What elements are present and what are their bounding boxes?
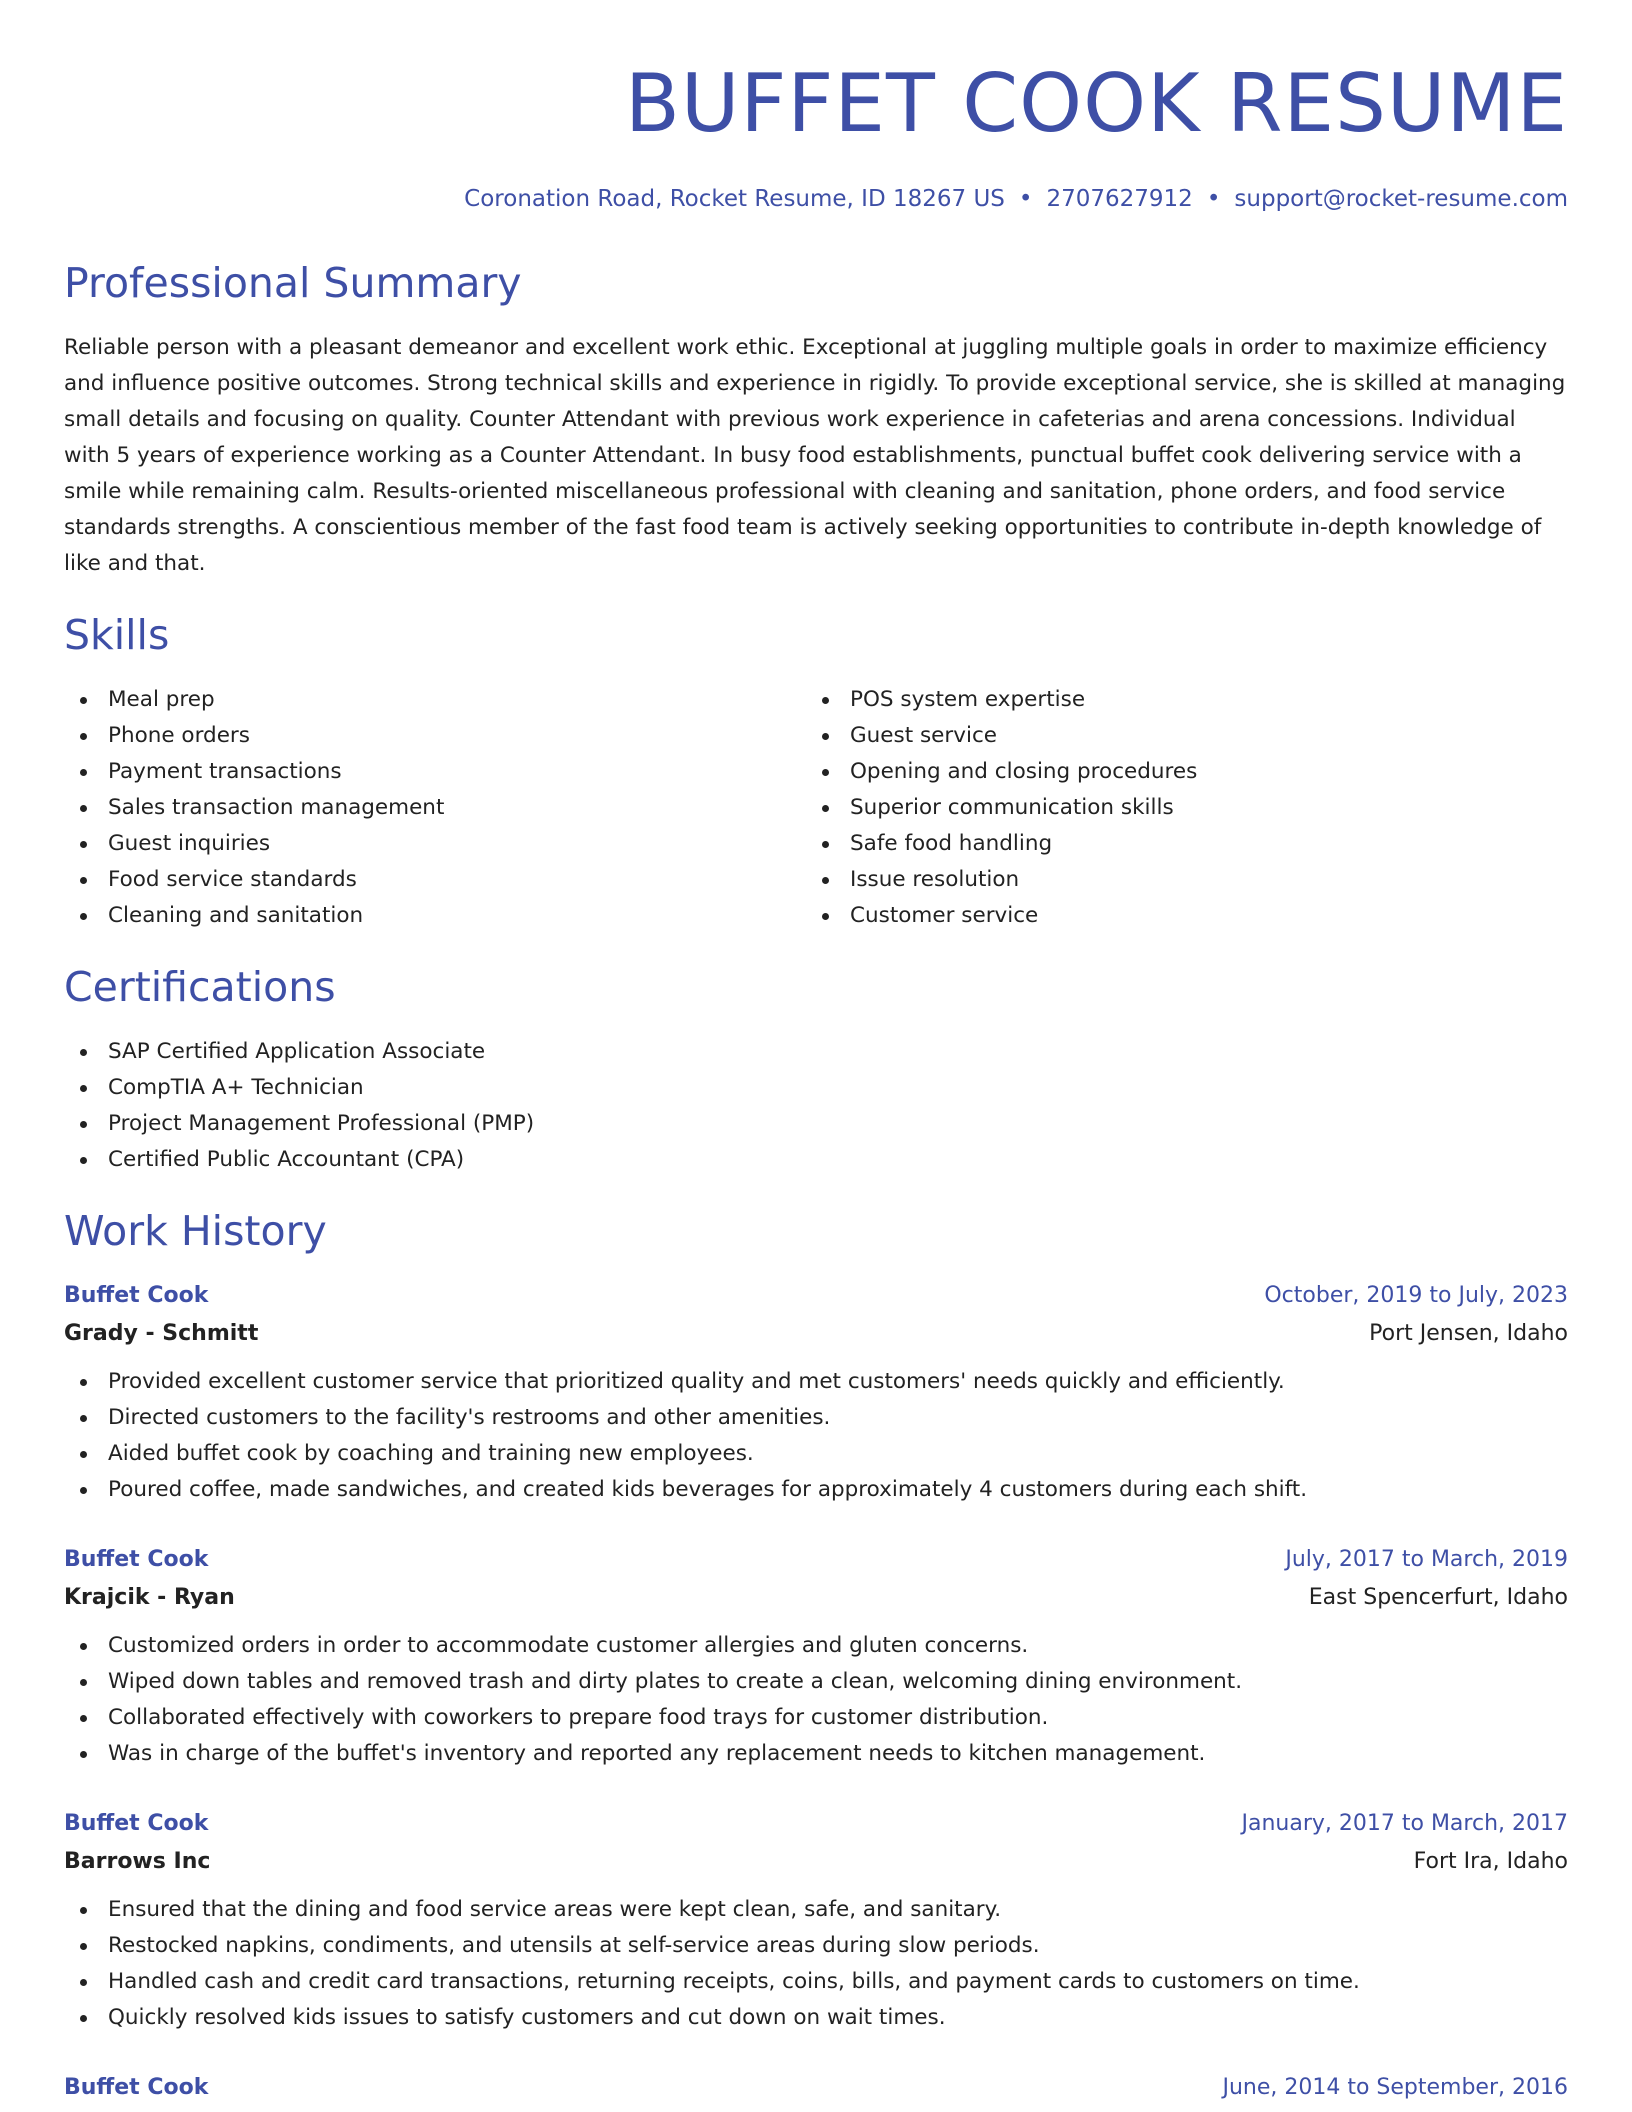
job-bullet: Provided excellent customer service that prioritized quality and met customers' needs quickly and efficiently. — [64, 1364, 1568, 1400]
job-company-row — [64, 1842, 1568, 1882]
resume-title: BUFFET COOK RESUME — [624, 57, 1568, 150]
job-bullet: Handled cash and credit card transactions, returning receipts, coins, bills, and payment cards to customers on time. — [64, 1964, 1568, 2000]
skill-item: Guest service — [806, 718, 1548, 754]
skill-item: Guest inquiries — [64, 826, 806, 862]
contact-address: Coronation Road, Rocket Resume, ID 18267 US — [464, 186, 1005, 212]
certification-item: SAP Certified Application Associate — [64, 1034, 1568, 1070]
contact-phone: 2707627912 — [1046, 186, 1193, 212]
job-bullet: Wiped down tables and removed trash and dirty plates to create a clean, welcoming dining environment. — [64, 1664, 1568, 1700]
job-company: Krajcik - Ryan — [64, 1585, 235, 1610]
contact-separator: • — [1206, 186, 1221, 212]
job-title-row — [64, 1542, 1568, 1578]
job-bullet: Ensured that the dining and food service areas were kept clean, safe, and sanitary. — [64, 1892, 1568, 1928]
job-title: Buffet Cook — [64, 1547, 209, 1572]
job-location: East Spencerfurt, Idaho — [1308, 1585, 1568, 1610]
certification-item: Project Management Professional (PMP) — [64, 1106, 1568, 1142]
contact-email[interactable]: support@rocket-resume.com — [1234, 186, 1568, 212]
section-heading-certifications: Certifications — [64, 963, 336, 1011]
job-company: Grady - Schmitt — [64, 1321, 259, 1346]
job-company-row — [64, 1578, 1568, 1618]
job-bullet: Customized orders in order to accommodate customer allergies and gluten concerns. — [64, 1628, 1568, 1664]
section-heading-work-history: Work History — [64, 1207, 327, 1255]
skill-item: Cleaning and sanitation — [64, 898, 806, 934]
skills-list-right — [806, 682, 1548, 934]
job-bullet: Poured coffee, made sandwiches, and created kids beverages for approximately 4 customers during each shift. — [64, 1472, 1568, 1508]
job-dates: January, 2017 to March, 2017 — [1241, 1811, 1568, 1836]
skill-item: Phone orders — [64, 718, 806, 754]
job-entry — [64, 1806, 1568, 2036]
job-title: Buffet Cook — [64, 2075, 209, 2100]
job-bullet: Directed customers to the facility's restrooms and other amenities. — [64, 1400, 1568, 1436]
job-dates: October, 2019 to July, 2023 — [1264, 1283, 1568, 1308]
skill-item: POS system expertise — [806, 682, 1548, 718]
skill-item: Opening and closing procedures — [806, 754, 1548, 790]
work-history-section — [64, 1206, 1568, 2106]
certification-item: Certified Public Accountant (CPA) — [64, 1142, 1568, 1178]
section-heading-skills: Skills — [64, 611, 170, 659]
skill-item: Safe food handling — [806, 826, 1548, 862]
job-bullet: Quickly resolved kids issues to satisfy customers and cut down on wait times. — [64, 2000, 1568, 2036]
skill-item: Food service standards — [64, 862, 806, 898]
job-entry — [64, 1542, 1568, 1772]
job-bullet: Aided buffet cook by coaching and training new employees. — [64, 1436, 1568, 1472]
job-dates: July, 2017 to March, 2019 — [1285, 1547, 1568, 1572]
section-heading-summary: Professional Summary — [64, 259, 522, 307]
job-bullet: Restocked napkins, condiments, and utensils at self-service areas during slow periods. — [64, 1928, 1568, 1964]
job-title-row — [64, 2070, 1568, 2106]
job-company: Barrows Inc — [64, 1849, 211, 1874]
job-company-row — [64, 1314, 1568, 1354]
job-title-row — [64, 1278, 1568, 1314]
skills-grid — [64, 682, 1568, 934]
certifications-section — [64, 962, 1568, 1178]
skill-item: Meal prep — [64, 682, 806, 718]
skill-item: Issue resolution — [806, 862, 1548, 898]
contact-line — [64, 184, 1568, 214]
job-bullet-list — [64, 1364, 1568, 1508]
job-bullet-list — [64, 1892, 1568, 2036]
job-title: Buffet Cook — [64, 1811, 209, 1836]
skills-list-left — [64, 682, 806, 934]
skill-item: Payment transactions — [64, 754, 806, 790]
job-title: Buffet Cook — [64, 1283, 209, 1308]
skill-item: Customer service — [806, 898, 1548, 934]
skills-section — [64, 610, 1568, 934]
job-location: Fort Ira, Idaho — [1413, 1849, 1568, 1874]
job-location: Port Jensen, Idaho — [1369, 1321, 1568, 1346]
job-title-row — [64, 1806, 1568, 1842]
certifications-list — [64, 1034, 1568, 1178]
job-bullet-list — [64, 1628, 1568, 1772]
professional-summary-section — [64, 258, 1568, 582]
job-bullet: Collaborated effectively with coworkers to prepare food trays for customer distribution. — [64, 1700, 1568, 1736]
skill-item: Superior communication skills — [806, 790, 1548, 826]
job-entry — [64, 1278, 1568, 1508]
contact-separator: • — [1018, 186, 1033, 212]
resume-page — [64, 0, 1568, 2106]
job-entry — [64, 2070, 1568, 2106]
certification-item: CompTIA A+ Technician — [64, 1070, 1568, 1106]
summary-text: Reliable person with a pleasant demeanor and excellent work ethic. Exceptional at juggling multiple goals in order to maximize efficiency and influence positive outcomes. Strong technical skills and experience in rigidly. To provide exceptional service, she is skilled at managing small details and focusing on quality. Counter Attendant with previous work experience in cafeterias and arena concessions. Individual with 5 years of experience working as a Counter Attendant. In busy food establishments, punctual buffet cook delivering service with a smile while remaining calm. Results-oriented miscellaneous professional with cleaning and sanitation, phone orders, and food service standards strengths. A conscientious member of the fast food team is actively seeking opportunities to contribute in-depth knowledge of like and that. — [64, 335, 1566, 576]
job-bullet: Was in charge of the buffet's inventory and reported any replacement needs to kitchen management. — [64, 1736, 1568, 1772]
job-dates: June, 2014 to September, 2016 — [1222, 2075, 1568, 2100]
skill-item: Sales transaction management — [64, 790, 806, 826]
